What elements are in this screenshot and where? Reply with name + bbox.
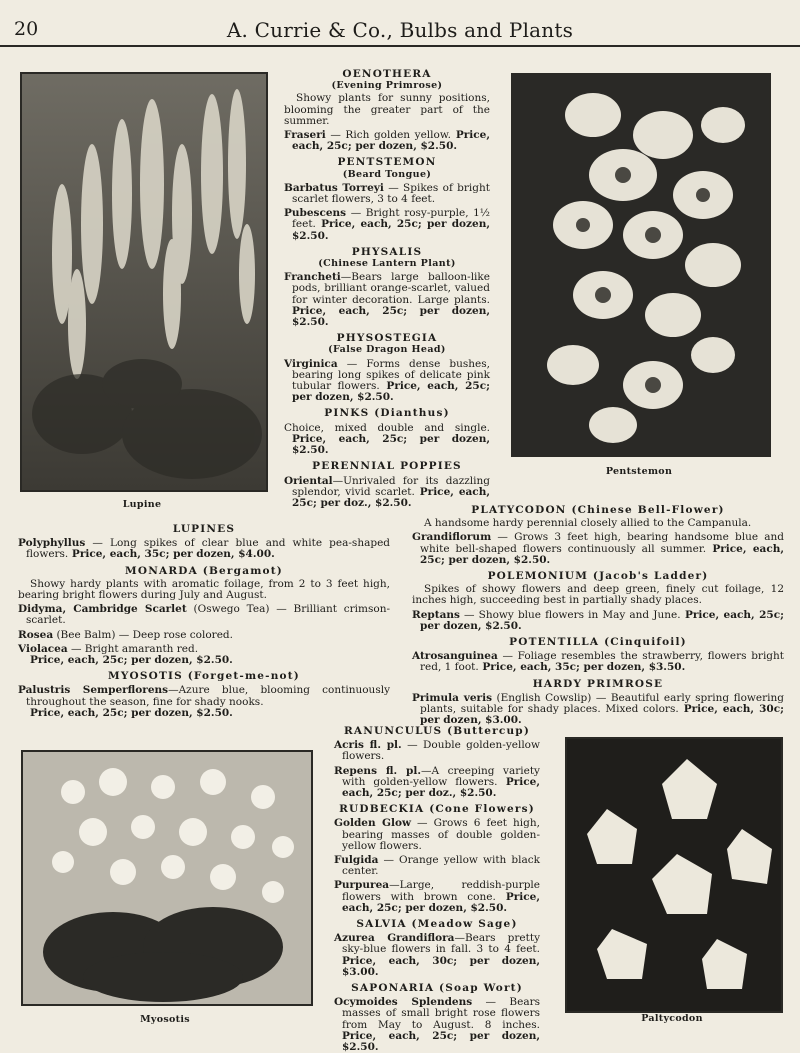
list-item: Rosea (Bee Balm) — Deep rose colored. <box>18 628 233 641</box>
page-number: 20 <box>14 18 39 40</box>
polemonium-title: POLEMONIUM (Jacob's Ladder) <box>487 570 709 583</box>
list-item: Violacea — Bright amaranth red. <box>18 642 199 655</box>
list-item: Golden Glow — Grows 6 feet high, bearing masses of double golden-yellow flowers. <box>334 817 540 852</box>
oenothera-intro: Showy plants for sunny positions, blooming the greater part of the summer. <box>284 92 490 127</box>
list-item: Repens fl. pl.—A creeping variety with golden-yellow flowers. Price, each, 25c; per doz., $2.50. <box>334 764 540 800</box>
lupine-caption: Lupine <box>122 499 162 510</box>
list-item: Purpurea—Large, reddish-purple flowers with brown cone. Price, each, 25c; per dozen, $2.50. <box>334 879 540 914</box>
ranunculus-title: RANUNCULUS (Buttercup) <box>343 725 531 737</box>
list-item: Ocymoides Splendens — Bears masses of small bright rose flowers from May to August. 8 inches. Price, each, 25c; per dozen, $2.50. <box>334 996 540 1053</box>
list-item: Barbatus Torreyi — Spikes of bright scarlet flowers, 3 to 4 feet. <box>284 181 490 206</box>
rudbeckia-title: RUDBECKIA (Cone Flowers) <box>339 803 535 816</box>
saponaria-title: SAPONARIA (Soap Wort) <box>351 982 523 995</box>
potentilla-title: POTENTILLA (Cinquifoil) <box>509 636 687 649</box>
list-item: Didyma, Cambridge Scarlet (Oswego Tea) — Brilliant crimson-scarlet. <box>18 603 390 627</box>
list-item: Primula veris (English Cowslip) — Beautiful early spring flowering plants, suitable for shady places. Mixed colors. Price, each, 30c; per dozen, $3.00. <box>412 691 784 727</box>
list-item: Pubescens — Bright rosy-purple, 1½ feet. Price, each, 25c; per dozen, $2.50. <box>284 207 490 242</box>
platycodon-photo <box>565 737 783 1013</box>
monarda-intro: Showy hardy plants with aromatic foilage, from 2 to 3 feet high, bearing bright flowers during July and August. <box>18 577 390 602</box>
myosotis-title: MYOSOTIS (Forget-me-not) <box>108 670 300 683</box>
platycodon-title: PLATYCODON (Chinese Bell-Flower) <box>471 504 725 516</box>
myosotis-price: Price, each, 25c; per dozen, $2.50. <box>30 706 233 719</box>
list-item: Choice, mixed double and single. Price, each, 25c; per dozen, $2.50. <box>284 421 490 457</box>
poppies-title: PERENNIAL POPPIES <box>312 460 462 473</box>
list-item: Oriental—Unrivaled for its dazzling splendor, vivid scarlet. Price, each, 25c; per doz., $2.50. <box>284 474 490 509</box>
pinks-title: PINKS (Dianthus) <box>324 407 450 420</box>
polemonium-intro: Spikes of showy flowers and deep green, finely cut foilage, 12 inches high, succeeding best in partially shady places. <box>412 583 784 607</box>
header-rule <box>0 45 800 47</box>
oenothera-subtitle: (Evening Primrose) <box>331 80 443 92</box>
center-column-bottom <box>334 726 540 1053</box>
list-item: Polyphyllus — Long spikes of clear blue and white pea-shaped flowers. Price, each, 35c; per dozen, $4.00. <box>18 537 390 561</box>
list-item: Azurea Grandiflora—Bears pretty sky-blue flowers in fall. 3 to 4 feet. Price, each, 30c; per dozen, $3.00. <box>334 932 541 978</box>
physostegia-subtitle: (False Dragon Head) <box>328 344 446 356</box>
list-item: Palustris Semperflorens—Azure blue, blooming continuously throughout the season, fine for shady nooks. <box>18 684 391 708</box>
physalis-subtitle: (Chinese Lantern Plant) <box>318 258 456 270</box>
pentstemon-title: PENTSTEMON <box>337 156 437 169</box>
physalis-title: PHYSALIS <box>351 245 423 258</box>
platycodon-intro: A handsome hardy perennial closely allied to the Campanula. <box>424 517 752 530</box>
list-item: Fulgida — Orange yellow with black center. <box>334 854 540 878</box>
pentstemon-photo <box>511 73 771 457</box>
pentstemon-subtitle: (Beard Tongue) <box>342 168 432 180</box>
left-lower-column <box>18 524 390 719</box>
salvia-title: SALVIA (Meadow Sage) <box>356 918 518 931</box>
right-lower-column <box>412 505 784 726</box>
pentstemon-caption: Pentstemon <box>605 466 673 477</box>
list-item: Francheti—Bears large balloon-like pods, brilliant orange-scarlet, valued for winter decoration. Large plants. Price, each, 25c; per dozen, $2.50. <box>284 271 490 329</box>
myosotis-caption: Myosotis <box>140 1014 190 1025</box>
center-column-top <box>284 69 490 509</box>
list-item: Atrosanguinea — Foliage resembles the strawberry, flowers bright red, 1 foot. Price, each, 35c; per dozen, $3.50. <box>412 650 784 674</box>
list-item: Reptans — Showy blue flowers in May and June. Price, each, 25c; per dozen, $2.50. <box>412 608 784 632</box>
list-item: Virginica — Forms dense bushes, bearing long spikes of delicate pink tubular flowers. Price, each, 25c; per dozen, $2.50. <box>284 357 490 404</box>
list-item: Fraseri — Rich golden yellow. Price, each, 25c; per dozen, $2.50. <box>284 129 490 153</box>
platycodon-caption: Paltycodon <box>641 1013 703 1024</box>
page-header <box>0 0 800 46</box>
running-head: A. Currie & Co., Bulbs and Plants <box>226 18 574 42</box>
monarda-price: Price, each, 25c; per dozen, $2.50. <box>30 654 233 667</box>
list-item: Acris fl. pl. — Double golden-yellow flowers. <box>334 739 540 763</box>
lupine-photo <box>20 72 268 492</box>
oenothera-title: OENOTHERA <box>342 68 432 80</box>
myosotis-photo <box>21 750 313 1006</box>
monarda-title: MONARDA (Bergamot) <box>125 564 283 577</box>
physostegia-title: PHYSOSTEGIA <box>336 332 438 345</box>
lupines-title: LUPINES <box>172 523 236 535</box>
primrose-title: HARDY PRIMROSE <box>532 677 664 690</box>
list-item: Grandiflorum — Grows 3 feet high, bearing handsome blue and white bell-shaped flowers continuously all summer. Price, each, 25c; per dozen, $2.50. <box>412 531 785 566</box>
